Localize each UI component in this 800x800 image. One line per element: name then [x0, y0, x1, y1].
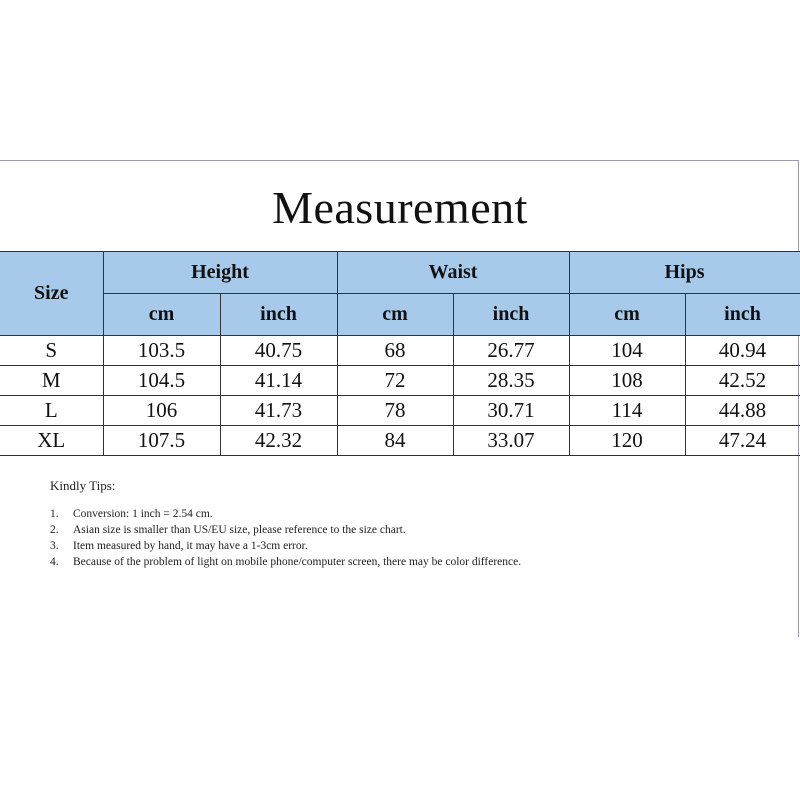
tip-number: 3.: [50, 540, 59, 552]
table-header-unit-row: [0, 294, 800, 336]
list-item: [50, 538, 650, 554]
table-cell: 72: [337, 366, 453, 396]
unit-header: cm: [569, 294, 685, 336]
table-row: [0, 336, 800, 366]
table-cell: 30.71: [453, 396, 569, 426]
tip-number: 4.: [50, 556, 59, 568]
hips-group-header: Hips: [569, 252, 800, 294]
unit-header: cm: [337, 294, 453, 336]
table-cell: 84: [337, 426, 453, 456]
tip-text: Conversion: 1 inch = 2.54 cm.: [73, 508, 213, 520]
table-row: [0, 396, 800, 426]
table-cell: 40.94: [685, 336, 800, 366]
table-row: [0, 366, 800, 396]
tip-text: Asian size is smaller than US/EU size, please reference to the size chart.: [73, 524, 406, 536]
waist-group-header: Waist: [337, 252, 569, 294]
size-cell: L: [0, 396, 103, 426]
table-cell: 114: [569, 396, 685, 426]
unit-header: inch: [453, 294, 569, 336]
table-cell: 33.07: [453, 426, 569, 456]
list-item: [50, 554, 650, 570]
table-cell: 120: [569, 426, 685, 456]
tip-text: Because of the problem of light on mobile phone/computer screen, there may be color difference.: [73, 556, 522, 568]
list-item: [50, 506, 650, 522]
table-cell: 26.77: [453, 336, 569, 366]
table-cell: 47.24: [685, 426, 800, 456]
size-cell: S: [0, 336, 103, 366]
table-cell: 104: [569, 336, 685, 366]
table-cell: 103.5: [103, 336, 220, 366]
tips-list: [50, 506, 650, 570]
size-column-header: Size: [0, 252, 103, 336]
kindly-tips: [50, 478, 650, 570]
unit-header: inch: [220, 294, 337, 336]
table-cell: 40.75: [220, 336, 337, 366]
table-cell: 68: [337, 336, 453, 366]
list-item: [50, 522, 650, 538]
tips-title: Kindly Tips:: [50, 478, 116, 493]
size-chart-table: [0, 251, 800, 456]
table-cell: 108: [569, 366, 685, 396]
tip-number: 1.: [50, 508, 59, 520]
table-cell: 42.52: [685, 366, 800, 396]
table-header-group-row: [0, 252, 800, 294]
height-group-header: Height: [103, 252, 337, 294]
unit-header: cm: [103, 294, 220, 336]
table-cell: 42.32: [220, 426, 337, 456]
tip-number: 2.: [50, 524, 59, 536]
table-cell: 78: [337, 396, 453, 426]
size-cell: M: [0, 366, 103, 396]
table-cell: 28.35: [453, 366, 569, 396]
unit-header: inch: [685, 294, 800, 336]
table-cell: 44.88: [685, 396, 800, 426]
table-cell: 106: [103, 396, 220, 426]
tip-text: Item measured by hand, it may have a 1-3cm error.: [73, 540, 308, 552]
table-cell: 107.5: [103, 426, 220, 456]
table-row: [0, 426, 800, 456]
table-cell: 41.14: [220, 366, 337, 396]
size-cell: XL: [0, 426, 103, 456]
table-cell: 104.5: [103, 366, 220, 396]
page-title: Measurement: [272, 182, 528, 233]
table-cell: 41.73: [220, 396, 337, 426]
